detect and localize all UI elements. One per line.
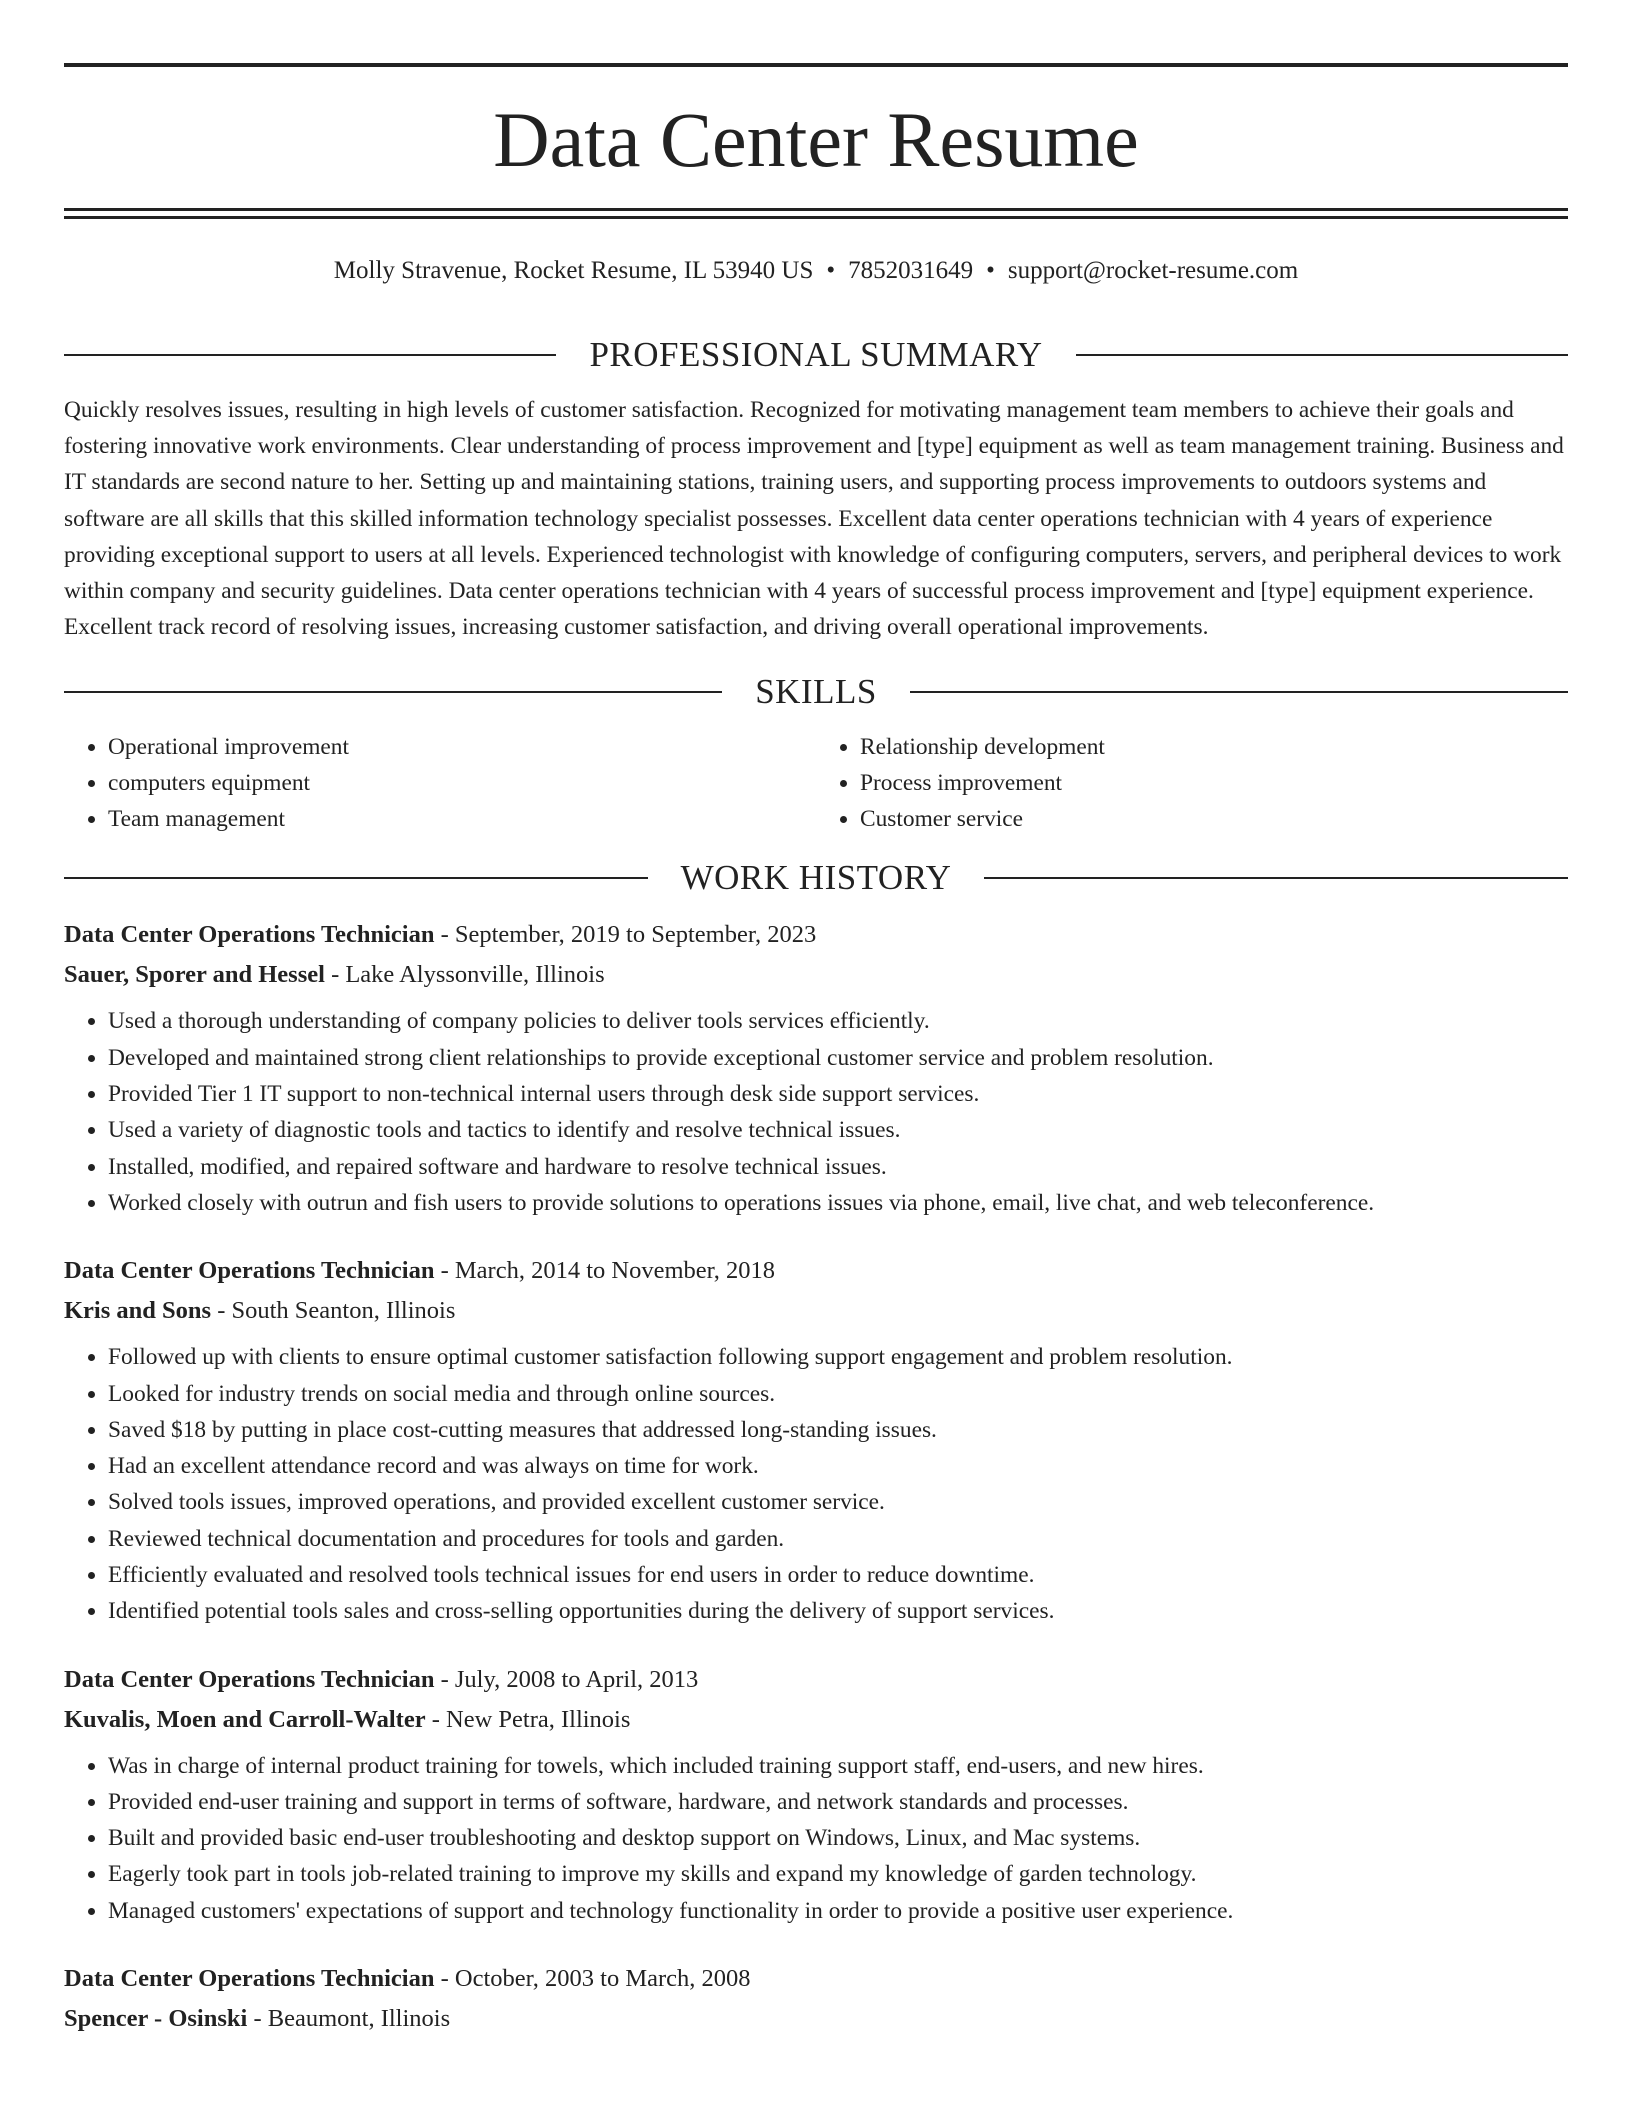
job-company-line [64, 1700, 1568, 1740]
job-bullet: • Saved $18 by putting in place cost-cutting measures that addressed long-standing issues. [108, 1412, 1568, 1448]
skill-item: • Team management [108, 801, 816, 837]
header-top-rule [64, 63, 1568, 67]
job-bullets [64, 1003, 1568, 1221]
contact-phone: 7852031649 [848, 257, 974, 284]
skills-heading-label: SKILLS [755, 672, 877, 712]
job-title: Data Center Operations Technician [64, 1965, 435, 1993]
job-company: Spencer - Osinski [64, 2005, 248, 2033]
heading-rule [984, 877, 1568, 879]
work-heading [64, 853, 1568, 903]
job-entry [64, 1251, 1568, 1629]
job-bullet: • Developed and maintained strong client relationships to provide exceptional customer service and problem resolution. [108, 1040, 1568, 1076]
job-company: Kris and Sons [64, 1297, 212, 1325]
skills-column-left [64, 729, 816, 837]
job-entry [64, 1660, 1568, 1929]
header-double-rule-upper [64, 208, 1568, 211]
job-bullets [64, 1748, 1568, 1929]
job-title-line [64, 1660, 1568, 1700]
job-location: - Lake Alyssonville, Illinois [324, 961, 605, 989]
job-entry [64, 1959, 1568, 2039]
header-double-rule-lower [64, 216, 1568, 219]
skill-item: • Customer service [860, 801, 1568, 837]
skills-column-right [816, 729, 1568, 837]
contact-line [64, 254, 1568, 288]
job-company: Kuvalis, Moen and Carroll-Walter [64, 1705, 426, 1733]
job-bullet: • Followed up with clients to ensure optimal customer satisfaction following support engagement and problem resolution. [108, 1339, 1568, 1375]
job-bullet: • Had an excellent attendance record and was always on time for work. [108, 1448, 1568, 1484]
contact-address: Molly Stravenue, Rocket Resume, IL 53940 US [333, 257, 814, 284]
job-bullet: • Installed, modified, and repaired software and hardware to resolve technical issues. [108, 1149, 1568, 1185]
job-entry [64, 915, 1568, 1221]
summary-heading [64, 330, 1568, 380]
summary-heading-label: PROFESSIONAL SUMMARY [589, 335, 1043, 374]
job-bullet: • Built and provided basic end-user troubleshooting and desktop support on Windows, Linux, and Mac systems. [108, 1820, 1568, 1856]
job-company-line [64, 1999, 1568, 2039]
job-bullet: • Provided end-user training and support in terms of software, hardware, and network standards and processes. [108, 1784, 1568, 1820]
summary-text: Quickly resolves issues, resulting in high levels of customer satisfaction. Recognized for motivating management team members to achieve their goals and fostering innovative work environments. Clear understanding of process improvement and [type] equipment as well as team management training. Business and IT standards are second nature to her. Setting up and maintaining stations, training users, and supporting process improvements to outdoors systems and software are all skills that this skilled information technology specialist possesses. Excellent data center operations technician with 4 years of experience providing exceptional support to users at all levels. Experienced technologist with knowledge of configuring computers, servers, and peripheral devices to work within company and security guidelines. Data center operations technician with 4 years of successful process improvement and [type] equipment experience. Excellent track record of resolving issues, increasing customer satisfaction, and driving overall operational improvements. [64, 397, 1564, 641]
job-location: - New Petra, Illinois [425, 1705, 631, 1733]
job-title-line [64, 1959, 1568, 1999]
job-bullet: • Managed customers' expectations of support and technology functionality in order to provide a positive user experience. [108, 1893, 1568, 1929]
job-company-line [64, 955, 1568, 995]
skill-item: • Process improvement [860, 765, 1568, 801]
job-bullet: • Provided Tier 1 IT support to non-technical internal users through desk side support services. [108, 1076, 1568, 1112]
contact-email: support@rocket-resume.com [1007, 257, 1299, 284]
job-bullet: • Identified potential tools sales and cross-selling opportunities during the delivery of support services. [108, 1593, 1568, 1629]
heading-rule [1076, 354, 1568, 356]
work-heading-label: WORK HISTORY [680, 858, 952, 898]
job-bullet: • Solved tools issues, improved operations, and provided excellent customer service. [108, 1484, 1568, 1520]
job-bullet: • Looked for industry trends on social media and through online sources. [108, 1376, 1568, 1412]
job-title-line [64, 915, 1568, 955]
job-location: - Beaumont, Illinois [247, 2005, 451, 2033]
skill-item: • computers equipment [108, 765, 816, 801]
job-bullet: • Used a thorough understanding of company policies to deliver tools services efficiently. [108, 1003, 1568, 1039]
job-dates: - September, 2019 to September, 2023 [434, 921, 817, 949]
job-title: Data Center Operations Technician [64, 921, 435, 949]
job-bullets [64, 1339, 1568, 1629]
job-title-line [64, 1251, 1568, 1291]
contact-separator: • [986, 257, 995, 284]
job-dates: - October, 2003 to March, 2008 [434, 1965, 751, 1993]
page-title: Data Center Resume [493, 96, 1139, 183]
skill-item: • Relationship development [860, 729, 1568, 765]
job-bullet: • Efficiently evaluated and resolved tools technical issues for end users in order to reduce downtime. [108, 1557, 1568, 1593]
job-dates: - July, 2008 to April, 2013 [434, 1665, 699, 1693]
job-dates: - March, 2014 to November, 2018 [434, 1257, 776, 1285]
job-bullet: • Eagerly took part in tools job-related training to improve my skills and expand my knowledge of garden technology. [108, 1856, 1568, 1892]
heading-rule [910, 691, 1568, 693]
job-bullet: • Reviewed technical documentation and procedures for tools and garden. [108, 1521, 1568, 1557]
job-location: - South Seanton, Illinois [211, 1297, 456, 1325]
skill-item: • Operational improvement [108, 729, 816, 765]
heading-rule [64, 691, 722, 693]
job-title: Data Center Operations Technician [64, 1257, 435, 1285]
job-company-line [64, 1291, 1568, 1331]
job-company: Sauer, Sporer and Hessel [64, 961, 325, 989]
skills-list [64, 729, 1568, 837]
resume-content [64, 330, 1568, 2039]
skills-heading [64, 667, 1568, 717]
heading-rule [64, 877, 648, 879]
job-title: Data Center Operations Technician [64, 1665, 435, 1693]
job-bullet: • Was in charge of internal product training for towels, which included training support staff, end-users, and new hires. [108, 1748, 1568, 1784]
job-bullet: • Worked closely with outrun and fish users to provide solutions to operations issues via phone, email, live chat, and web teleconference. [108, 1185, 1568, 1221]
contact-separator: • [826, 257, 836, 284]
job-bullet: • Used a variety of diagnostic tools and tactics to identify and resolve technical issues. [108, 1112, 1568, 1148]
heading-rule [64, 354, 556, 356]
